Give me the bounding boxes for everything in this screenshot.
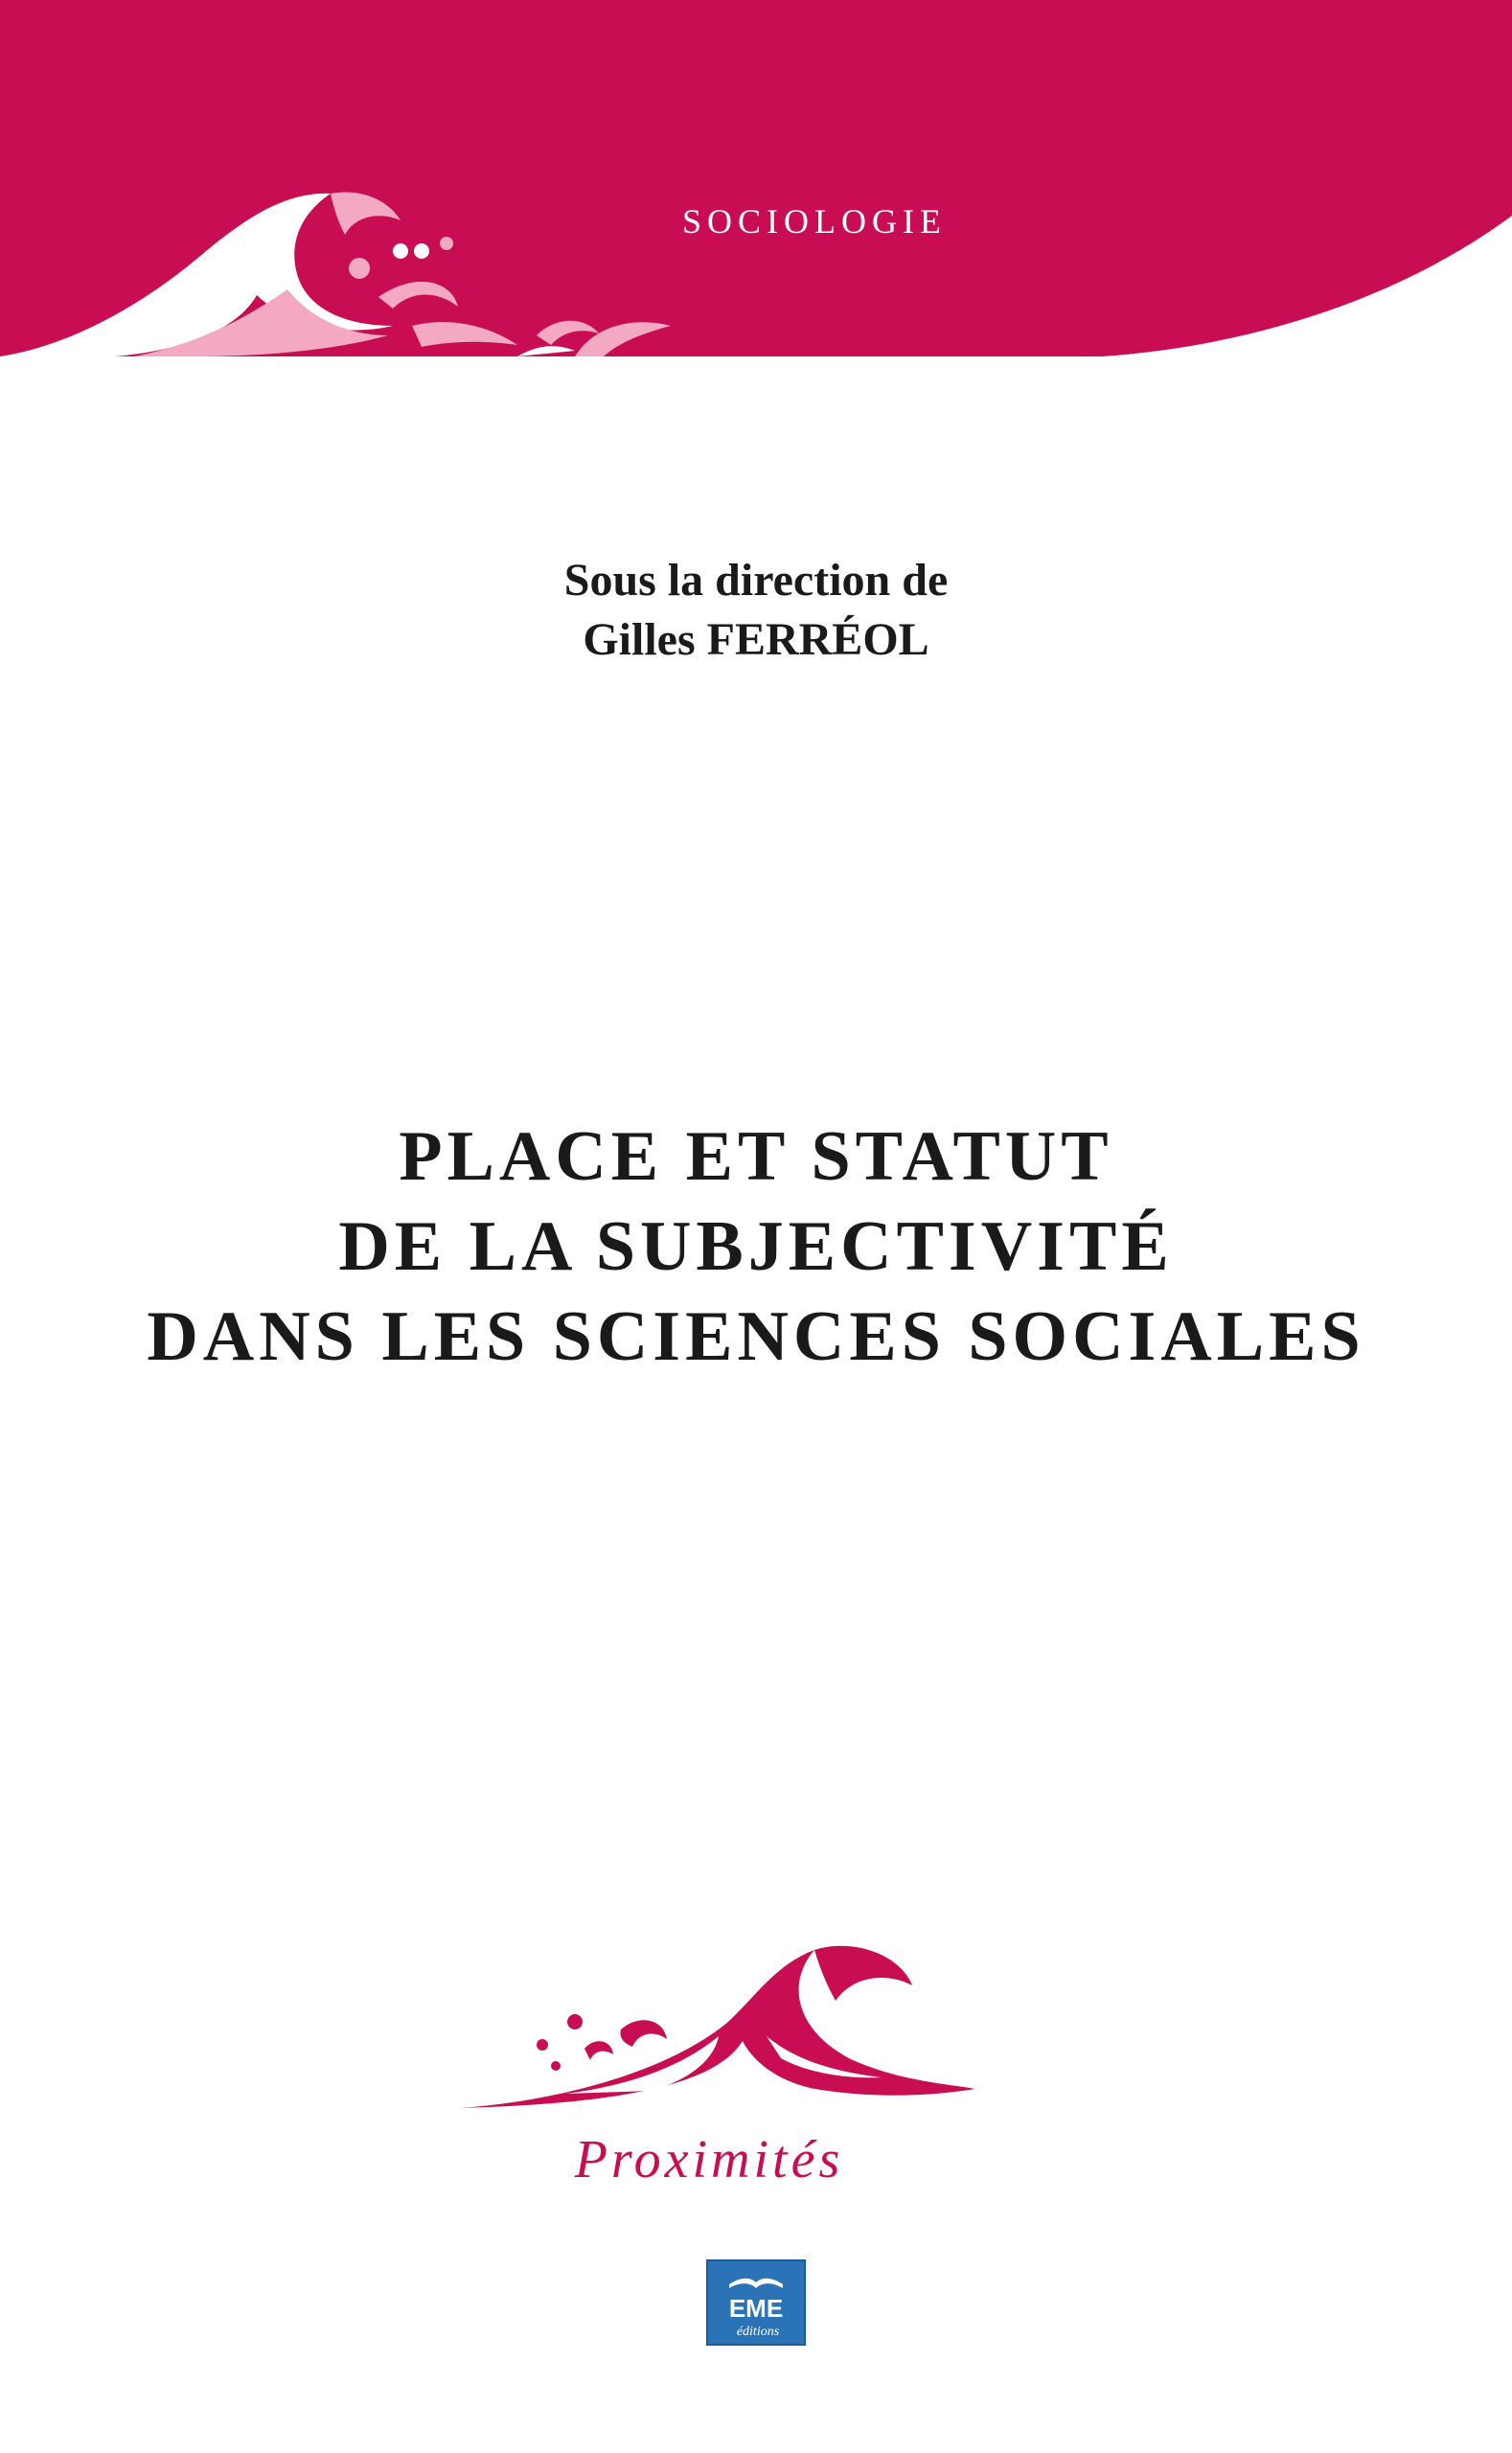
publisher-logo-text: EME — [728, 2294, 784, 2323]
editor-intro: Sous la direction de — [563, 555, 949, 606]
title-line: DE LA SUBJECTIVITÉ — [338, 1207, 1174, 1286]
book-title — [0, 1112, 1512, 1382]
series-name: Proximités — [574, 2130, 844, 2189]
wave-logo-icon — [450, 1926, 987, 2118]
publisher-logo-subtext: éditions — [736, 2325, 780, 2339]
collection-label: SOCIOLOGIE — [682, 202, 947, 241]
title-line: PLACE ET STATUT — [399, 1117, 1113, 1196]
eme-book-logo-icon — [706, 2259, 806, 2346]
editor-name: Gilles FERRÉOL — [583, 614, 929, 665]
wave-splash-icon — [0, 182, 690, 374]
editor-block — [0, 551, 1512, 670]
title-line: DANS LES SCIENCES SOCIALES — [147, 1297, 1365, 1376]
